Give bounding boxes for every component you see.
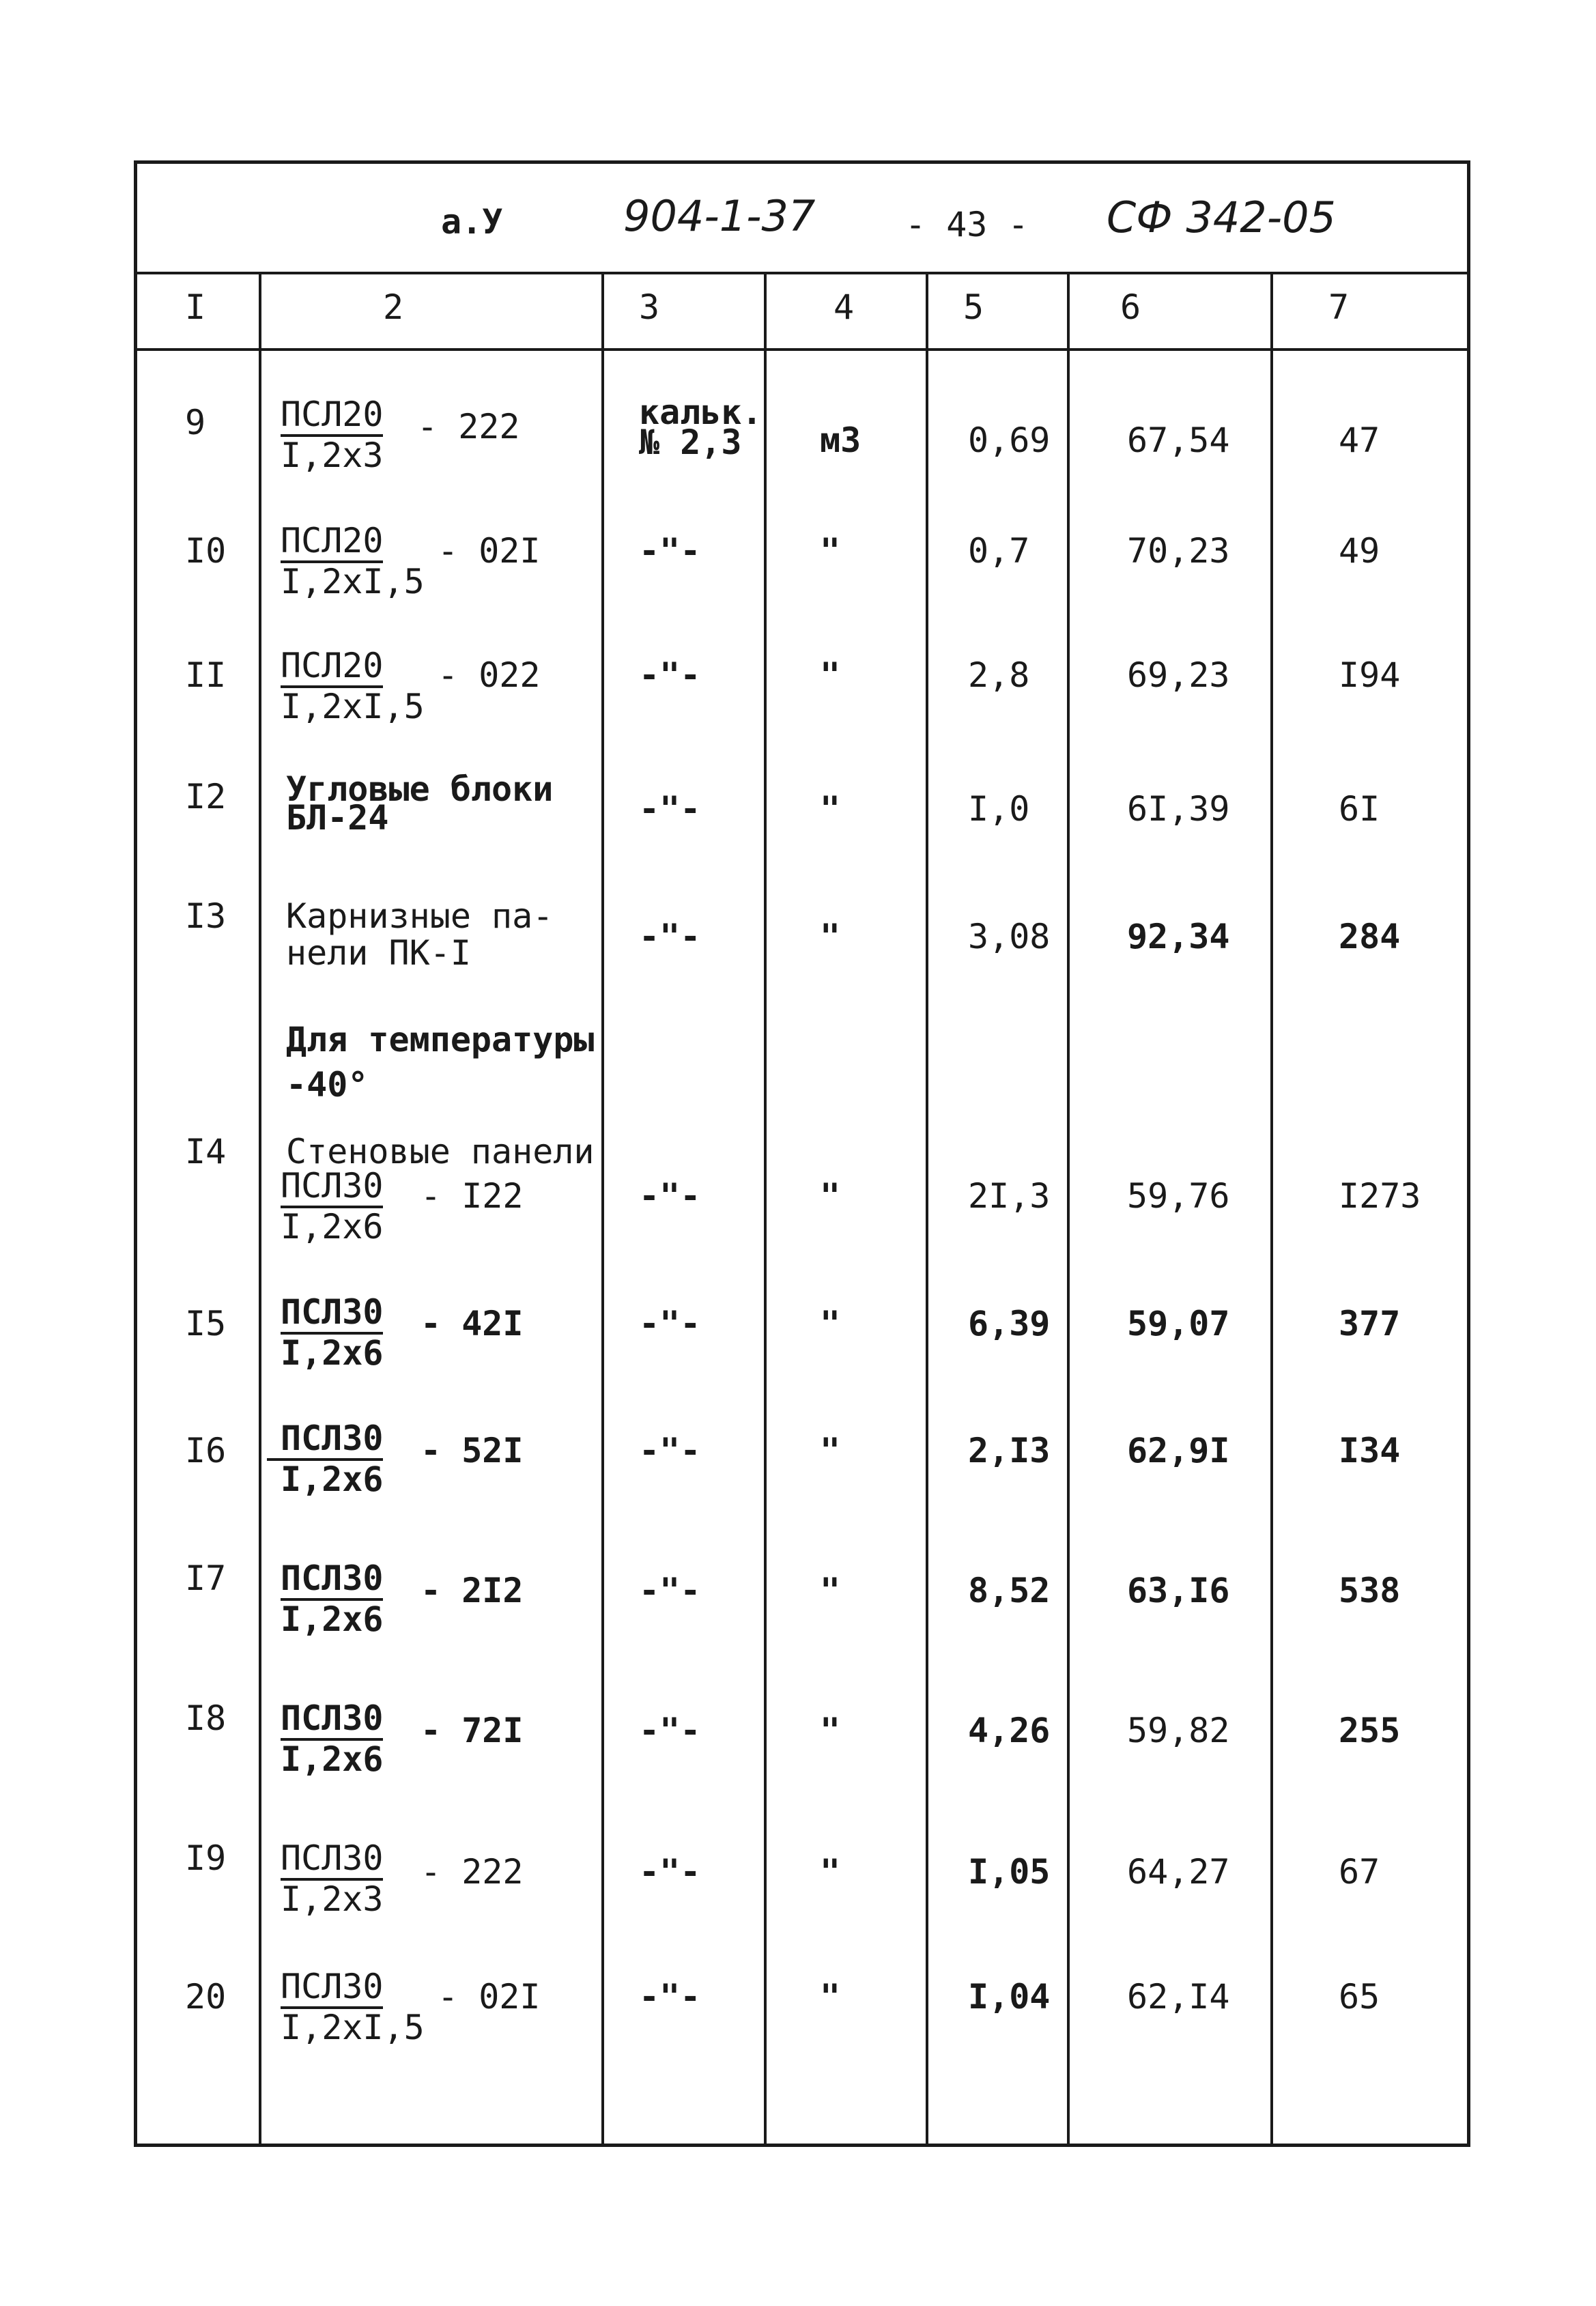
unit-cell: ": [820, 1571, 841, 1610]
panel-mark-bottom: I,2x6: [281, 1207, 384, 1247]
price-cell: 6I,39: [1127, 789, 1230, 829]
sheet-code: СФ 342-05: [1107, 193, 1336, 242]
panel-suffix: - 02I: [438, 1977, 541, 2017]
row-number: I8: [185, 1698, 227, 1738]
unit-cell: ": [820, 1977, 841, 2017]
total-cell: 377: [1339, 1304, 1401, 1343]
panel-suffix: - 222: [421, 1852, 524, 1892]
column-header: 5: [963, 287, 984, 327]
document-table: [134, 160, 1470, 2147]
section-subheading: Для температуры -40°: [286, 1020, 595, 1105]
row-number: I0: [185, 531, 227, 571]
row-number: I3: [185, 896, 227, 936]
panel-mark: [281, 1294, 384, 1371]
panel-mark-bottom: I,2x3: [281, 1879, 384, 1919]
quantity-cell: 0,7: [968, 531, 1030, 571]
quantity-cell: 2I,3: [968, 1176, 1051, 1216]
price-cell: 92,34: [1127, 917, 1230, 956]
quantity-cell: 3,08: [968, 917, 1051, 956]
panel-mark-top: ПСЛ20: [281, 522, 383, 563]
column-header: 2: [383, 287, 404, 327]
source-cell: -"-: [639, 917, 701, 956]
panel-mark: [281, 1840, 384, 1918]
row-number: I4: [185, 1132, 227, 1171]
price-cell: 62,9I: [1127, 1431, 1230, 1470]
quantity-cell: 0,69: [968, 421, 1051, 460]
total-cell: 67: [1339, 1852, 1380, 1892]
source-cell: -"-: [639, 655, 701, 695]
unit-cell: м3: [820, 421, 861, 460]
total-cell: 255: [1339, 1711, 1401, 1750]
item-description: Карнизные па- нели ПК-I: [286, 896, 554, 973]
source-cell: -"-: [639, 1431, 701, 1470]
panel-suffix: - 52I: [421, 1431, 524, 1470]
row-number: I7: [185, 1558, 227, 1598]
row-number: II: [185, 655, 227, 695]
quantity-cell: 4,26: [968, 1711, 1051, 1750]
col-divider: [926, 272, 928, 2146]
source-cell: -"-: [639, 1304, 701, 1343]
quantity-cell: I,0: [968, 789, 1030, 829]
panel-mark-top: ПСЛ30: [281, 1840, 383, 1881]
price-cell: 63,I6: [1127, 1571, 1230, 1610]
panel-mark: [281, 1167, 384, 1245]
panel-mark-top: ПСЛ30: [267, 1420, 383, 1461]
column-header-divider: [137, 348, 1468, 351]
total-cell: 47: [1339, 421, 1380, 460]
panel-suffix: - 42I: [421, 1304, 524, 1343]
panel-mark-bottom: I,2x6: [281, 1460, 384, 1499]
panel-suffix: - 2I2: [421, 1571, 524, 1610]
source-cell: -"-: [639, 531, 701, 571]
panel-suffix: - 222: [417, 407, 520, 446]
total-cell: I94: [1339, 655, 1401, 695]
source-cell: -"-: [639, 1176, 701, 1216]
unit-cell: ": [820, 789, 841, 829]
total-cell: I34: [1339, 1431, 1401, 1470]
total-cell: 6I: [1339, 789, 1380, 829]
row-number: I9: [185, 1838, 227, 1878]
quantity-cell: I,04: [968, 1977, 1051, 2017]
panel-mark-bottom: I,2xI,5: [281, 687, 425, 726]
unit-cell: ": [820, 1431, 841, 1470]
panel-mark: [281, 1968, 425, 2046]
header-prefix: а.У: [441, 202, 503, 242]
unit-cell: ": [820, 655, 841, 695]
row-number: I2: [185, 777, 227, 816]
quantity-cell: 2,8: [968, 655, 1030, 695]
item-description: Стеновые панели: [286, 1132, 595, 1171]
column-header: I: [185, 287, 206, 327]
price-cell: 59,07: [1127, 1304, 1230, 1343]
unit-cell: ": [820, 531, 841, 571]
panel-mark-bottom: I,2xI,5: [281, 2008, 425, 2047]
panel-suffix: - I22: [421, 1176, 524, 1216]
unit-cell: ": [820, 1852, 841, 1892]
column-header: 7: [1328, 287, 1350, 327]
panel-mark-bottom: I,2xI,5: [281, 562, 425, 601]
quantity-cell: 8,52: [968, 1571, 1051, 1610]
column-header: 4: [833, 287, 855, 327]
header-divider: [137, 272, 1468, 274]
page-number: - 43 -: [905, 205, 1029, 244]
total-cell: 284: [1339, 917, 1401, 956]
source-cell: кальк. № 2,3: [639, 393, 763, 462]
panel-suffix: - 022: [438, 655, 541, 695]
price-cell: 59,82: [1127, 1711, 1230, 1750]
price-cell: 59,76: [1127, 1176, 1230, 1216]
price-cell: 64,27: [1127, 1852, 1230, 1892]
quantity-cell: 2,I3: [968, 1431, 1051, 1470]
panel-mark: [281, 396, 384, 474]
project-code: 904-1-37: [623, 191, 816, 241]
row-number: I6: [185, 1431, 227, 1470]
panel-mark-top: ПСЛ30: [281, 1294, 383, 1335]
unit-cell: ": [820, 917, 841, 956]
source-cell: -"-: [639, 1852, 701, 1892]
panel-mark-bottom: I,2x3: [281, 436, 384, 475]
total-cell: 538: [1339, 1571, 1401, 1610]
price-cell: 70,23: [1127, 531, 1230, 571]
col-divider: [1067, 272, 1070, 2146]
unit-cell: ": [820, 1304, 841, 1343]
panel-mark-top: ПСЛ30: [281, 1167, 383, 1208]
quantity-cell: I,05: [968, 1852, 1051, 1892]
unit-cell: ": [820, 1176, 841, 1216]
panel-mark: [281, 1560, 384, 1638]
col-divider: [1270, 272, 1273, 2146]
row-number: 9: [185, 403, 206, 442]
panel-suffix: - 02I: [438, 531, 541, 571]
source-cell: -"-: [639, 1571, 701, 1610]
col-divider: [764, 272, 767, 2146]
row-number: 20: [185, 1977, 227, 2017]
column-header: 6: [1120, 287, 1141, 327]
total-cell: 65: [1339, 1977, 1380, 2017]
price-cell: 67,54: [1127, 421, 1230, 460]
source-cell: -"-: [639, 1977, 701, 2017]
row-number: I5: [185, 1304, 227, 1343]
total-cell: 49: [1339, 531, 1380, 571]
panel-mark: [281, 647, 425, 725]
source-cell: -"-: [639, 1711, 701, 1750]
panel-mark-top: ПСЛ20: [281, 396, 383, 437]
source-cell: -"-: [639, 789, 701, 829]
quantity-cell: 6,39: [968, 1304, 1051, 1343]
panel-mark-top: ПСЛ30: [281, 1968, 383, 2009]
column-header: 3: [639, 287, 660, 327]
panel-mark-bottom: I,2x6: [281, 1739, 384, 1779]
unit-cell: ": [820, 1711, 841, 1750]
panel-mark-top: ПСЛ30: [281, 1560, 383, 1601]
panel-mark-top: ПСЛ30: [281, 1700, 383, 1741]
price-cell: 62,I4: [1127, 1977, 1230, 2017]
panel-mark-bottom: I,2x6: [281, 1599, 384, 1639]
col-divider: [259, 272, 261, 2146]
panel-mark: [281, 1700, 384, 1778]
col-divider: [601, 272, 604, 2146]
price-cell: 69,23: [1127, 655, 1230, 695]
panel-mark-bottom: I,2x6: [281, 1333, 384, 1373]
panel-mark: [281, 522, 425, 600]
item-description: Угловые блоки БЛ-24: [286, 769, 554, 838]
panel-suffix: - 72I: [421, 1711, 524, 1750]
total-cell: I273: [1339, 1176, 1421, 1216]
panel-mark-top: ПСЛ20: [281, 647, 383, 688]
panel-mark: [267, 1420, 384, 1498]
